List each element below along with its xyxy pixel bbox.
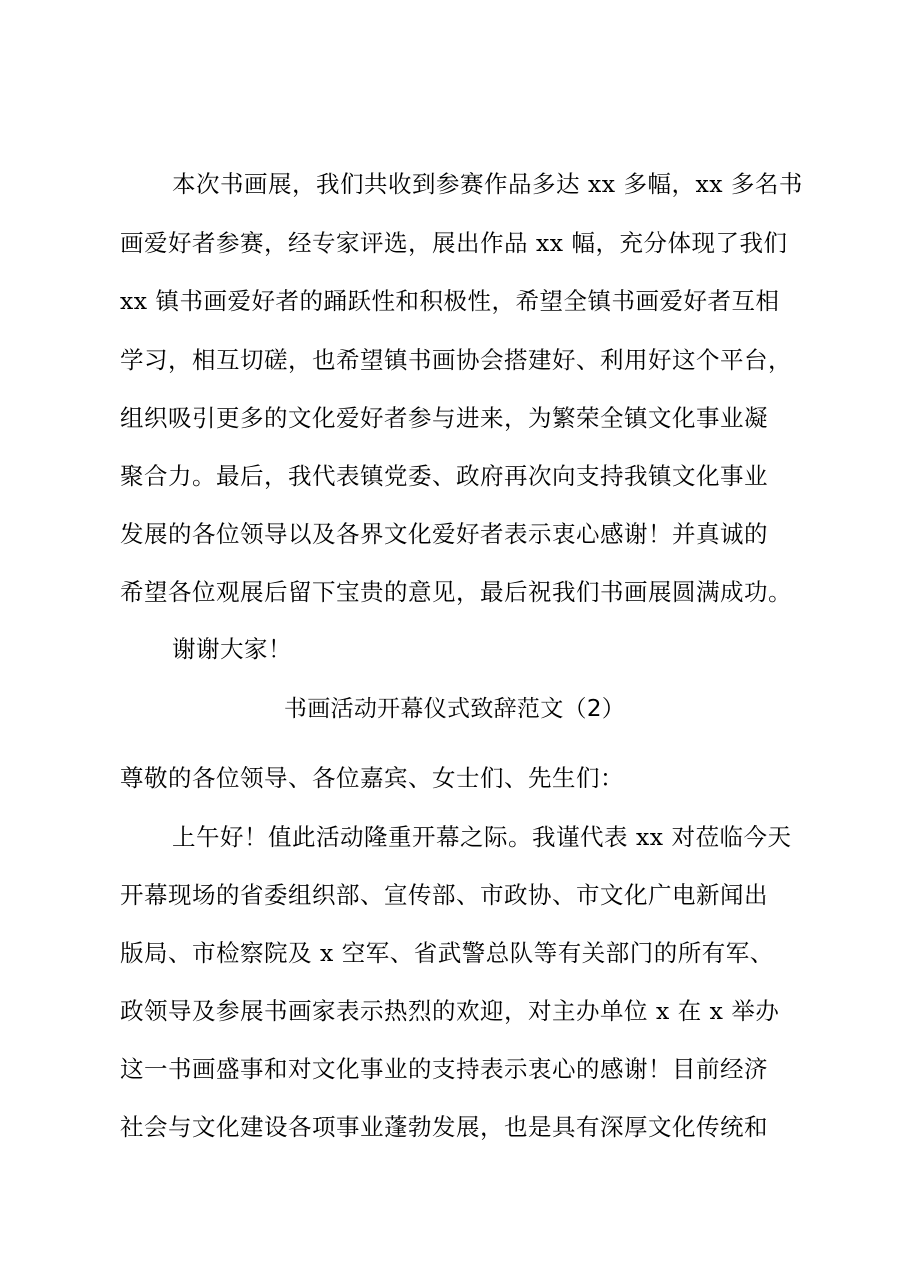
paragraph-line: 社会与文化建设各项事业蓬勃发展，也是具有深厚文化传统和 bbox=[120, 1113, 768, 1141]
salutation: 尊敬的各位领导、各位嘉宾、女士们、先生们： bbox=[120, 764, 624, 792]
section-title: 书画活动开幕仪式致辞范文（2） bbox=[283, 696, 626, 722]
paragraph-line: 开幕现场的省委组织部、宣传部、市政协、市文化广电新闻出 bbox=[120, 881, 768, 909]
paragraph-line: 这一书画盛事和对文化事业的支持表示衷心的感谢！目前经济 bbox=[120, 1055, 768, 1083]
paragraph-line: 画爱好者参赛，经专家评选，展出作品 xx 幅，充分体现了我们 bbox=[120, 229, 788, 257]
paragraph-line: 本次书画展，我们共收到参赛作品多达 xx 多幅，xx 多名书 bbox=[172, 170, 803, 198]
paragraph-line: 组织吸引更多的文化爱好者参与进来，为繁荣全镇文化事业凝 bbox=[120, 404, 768, 432]
paragraph-line: 发展的各位领导以及各界文化爱好者表示衷心感谢！并真诚的 bbox=[120, 520, 768, 548]
closing-line: 谢谢大家！ bbox=[172, 635, 292, 663]
paragraph-line: 聚合力。最后，我代表镇党委、政府再次向支持我镇文化事业 bbox=[120, 462, 768, 490]
paragraph-line: 学习，相互切磋，也希望镇书画协会搭建好、利用好这个平台， bbox=[120, 346, 792, 374]
paragraph-line: 希望各位观展后留下宝贵的意见，最后祝我们书画展圆满成功。 bbox=[120, 578, 792, 606]
paragraph-line: 政领导及参展书画家表示热烈的欢迎，对主办单位 x 在 x 举办 bbox=[120, 997, 780, 1025]
paragraph-line: 版局、市检察院及 x 空军、省武警总队等有关部门的所有军、 bbox=[120, 939, 774, 967]
paragraph-line: xx 镇书画爱好者的踊跃性和积极性，希望全镇书画爱好者互相 bbox=[120, 287, 780, 315]
paragraph-line: 上午好！值此活动隆重开幕之际。我谨代表 xx 对莅临今天 bbox=[172, 823, 792, 851]
